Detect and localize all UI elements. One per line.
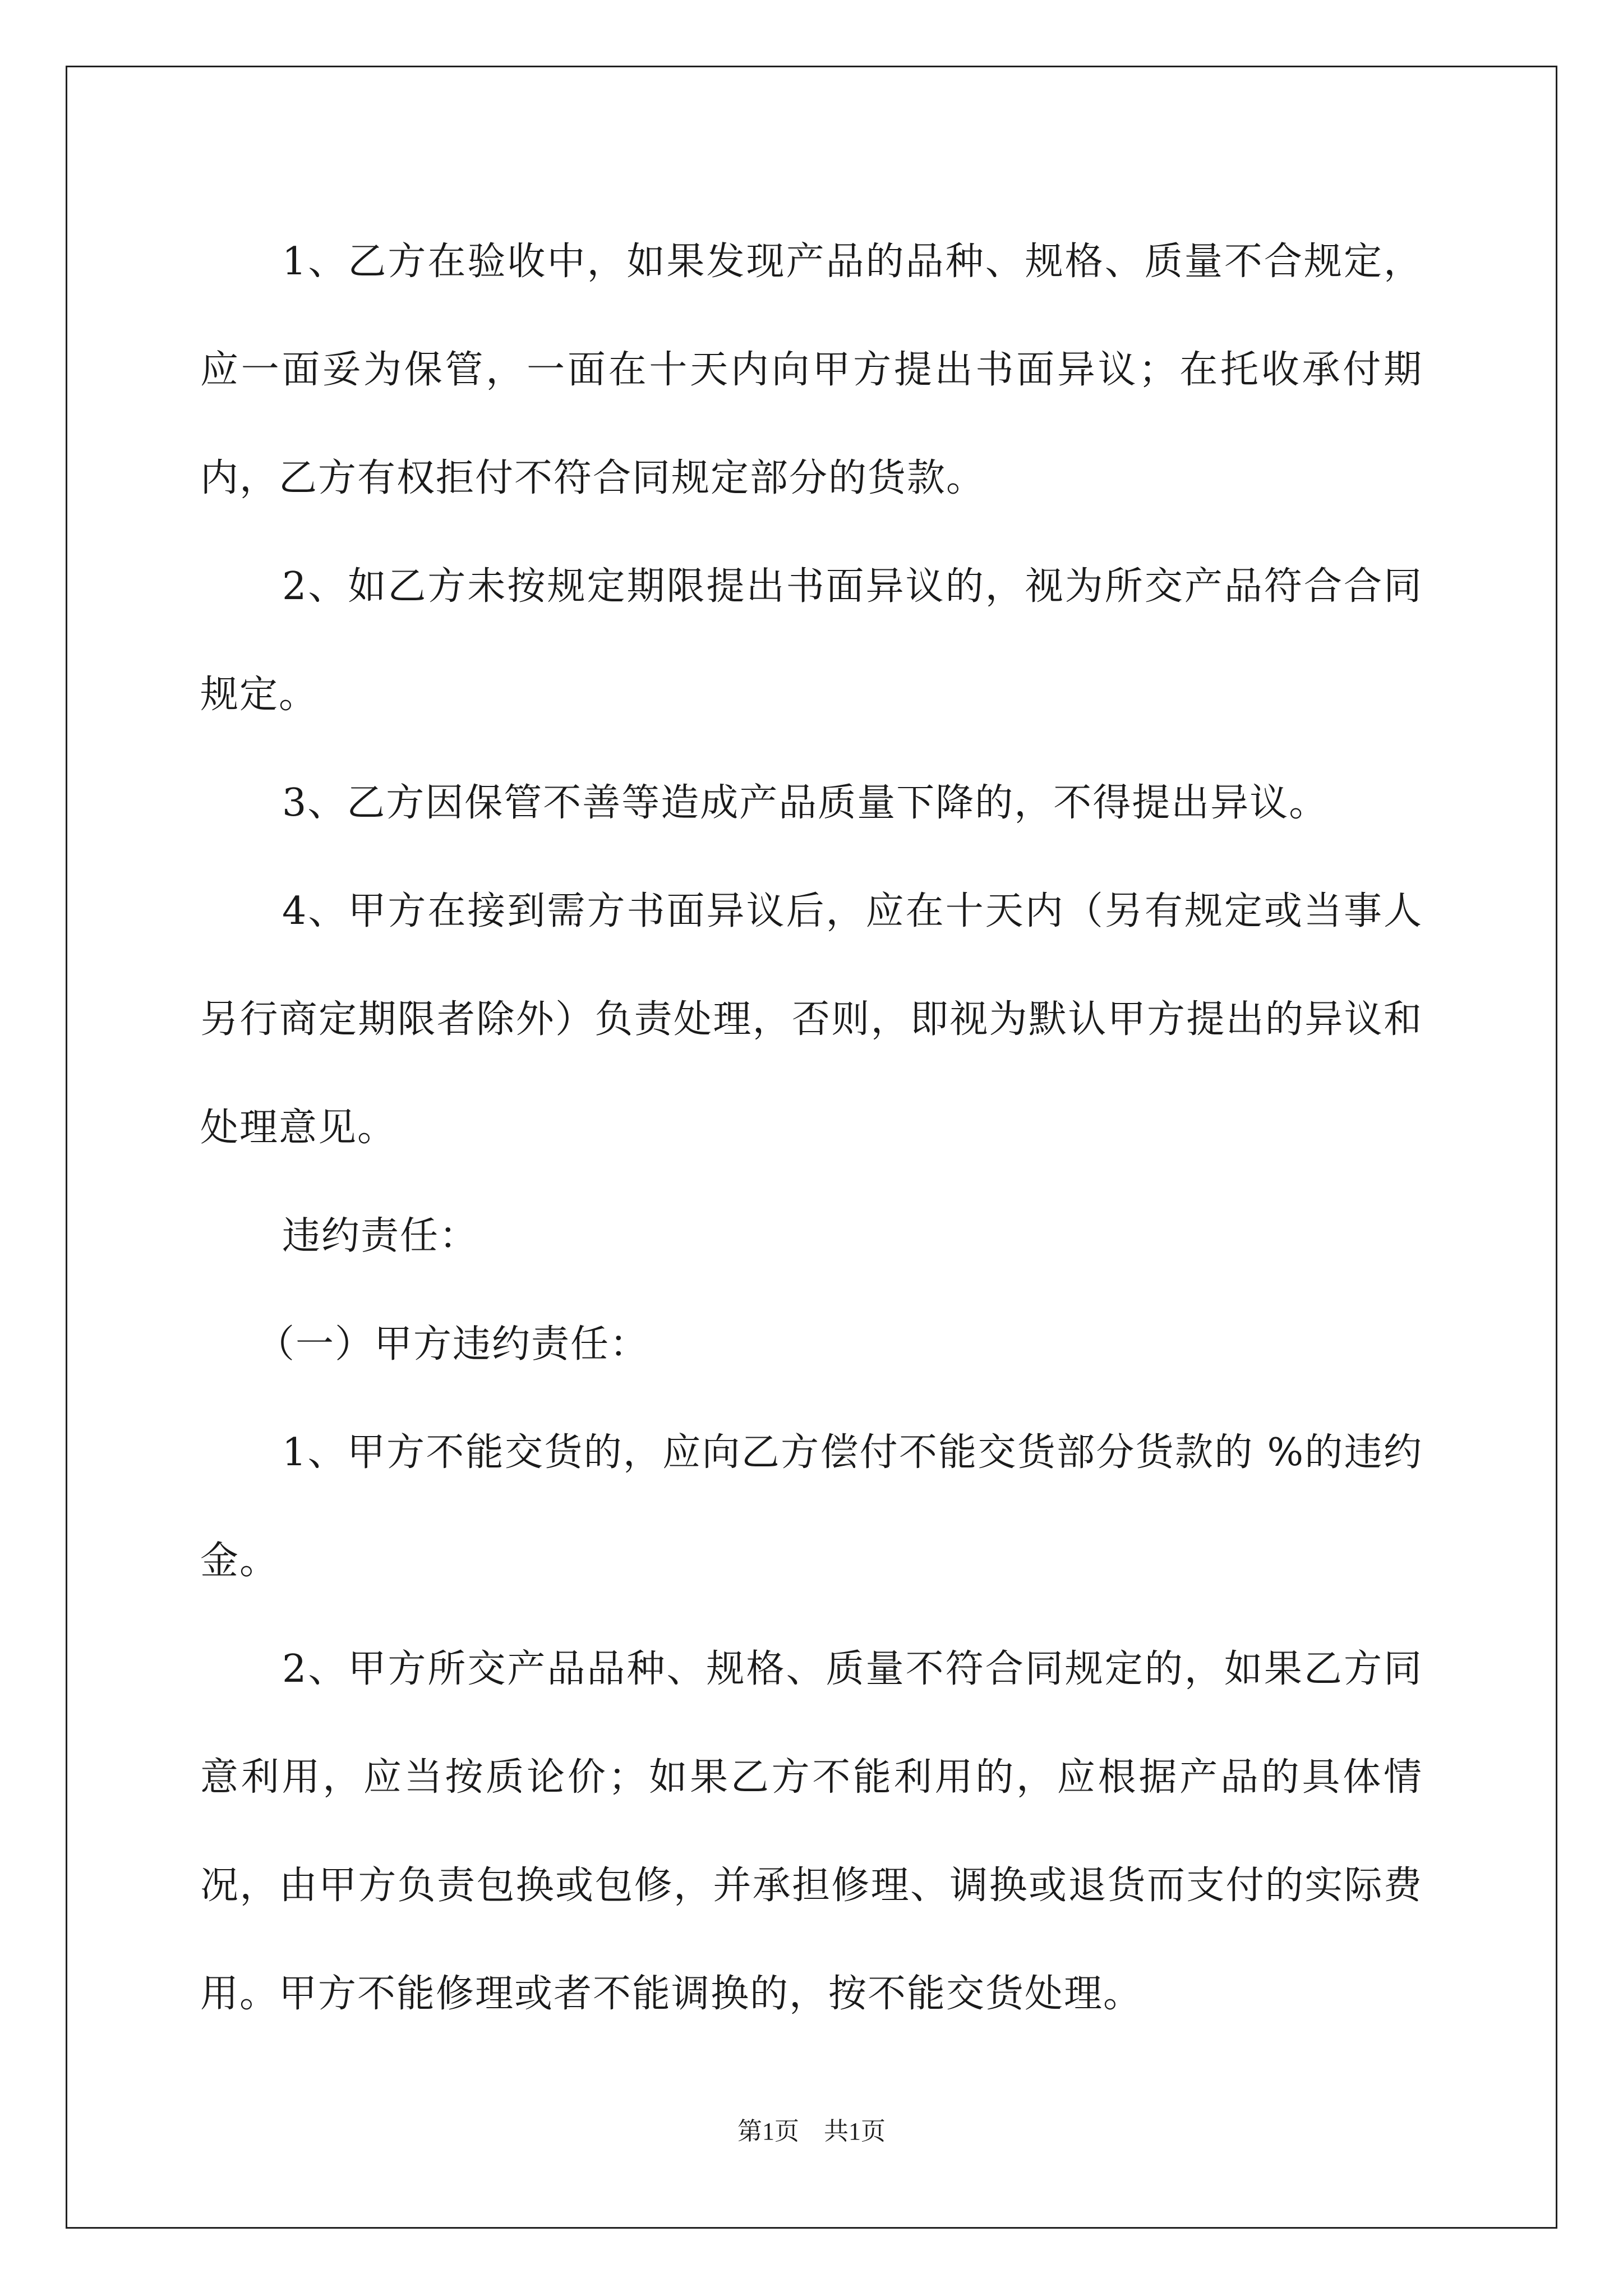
paragraph-objection-deadline: 2、如乙方未按规定期限提出书面异议的，视为所交产品符合合同规定。 (200, 564, 1423, 717)
document-body (200, 208, 1423, 2048)
paragraph-objection-handling: 4、甲方在接到需方书面异议后，应在十天内（另有规定或当事人另行商定期限者除外）负责处理，否则，即视为默认甲方提出的异议和处理意见。 (200, 889, 1423, 1150)
section-heading-liability: 违约责任： (282, 1214, 479, 1258)
paragraph-acceptance-objection: 1、乙方在验收中，如果发现产品的品种、规格、质量不合规定，应一面妥为保管，一面在十天内向甲方提出书面异议；在托收承付期内，乙方有权拒付不符合同规定部分的货款。 (200, 240, 1423, 500)
paragraph-nonconforming-goods: 2、甲方所交产品品种、规格、质量不符合同规定的，如果乙方同意利用，应当按质论价；如果乙方不能利用的，应根据产品的具体情况，由甲方负责包换或包修，并承担修理、调换或退货而支付的实际费用。甲方不能修理或者不能调换的，按不能交货处理。 (200, 1647, 1423, 2016)
paragraph-non-delivery-penalty: 1、甲方不能交货的，应向乙方偿付不能交货部分货款的 %的违约金。 (200, 1430, 1423, 1583)
paragraph-storage-damage: 3、乙方因保管不善等造成产品质量下降的，不得提出异议。 (282, 781, 1329, 825)
page-number-footer: 第1页 共1页 (737, 2118, 886, 2145)
subsection-heading-party-a: （一）甲方违约责任： (256, 1322, 649, 1366)
